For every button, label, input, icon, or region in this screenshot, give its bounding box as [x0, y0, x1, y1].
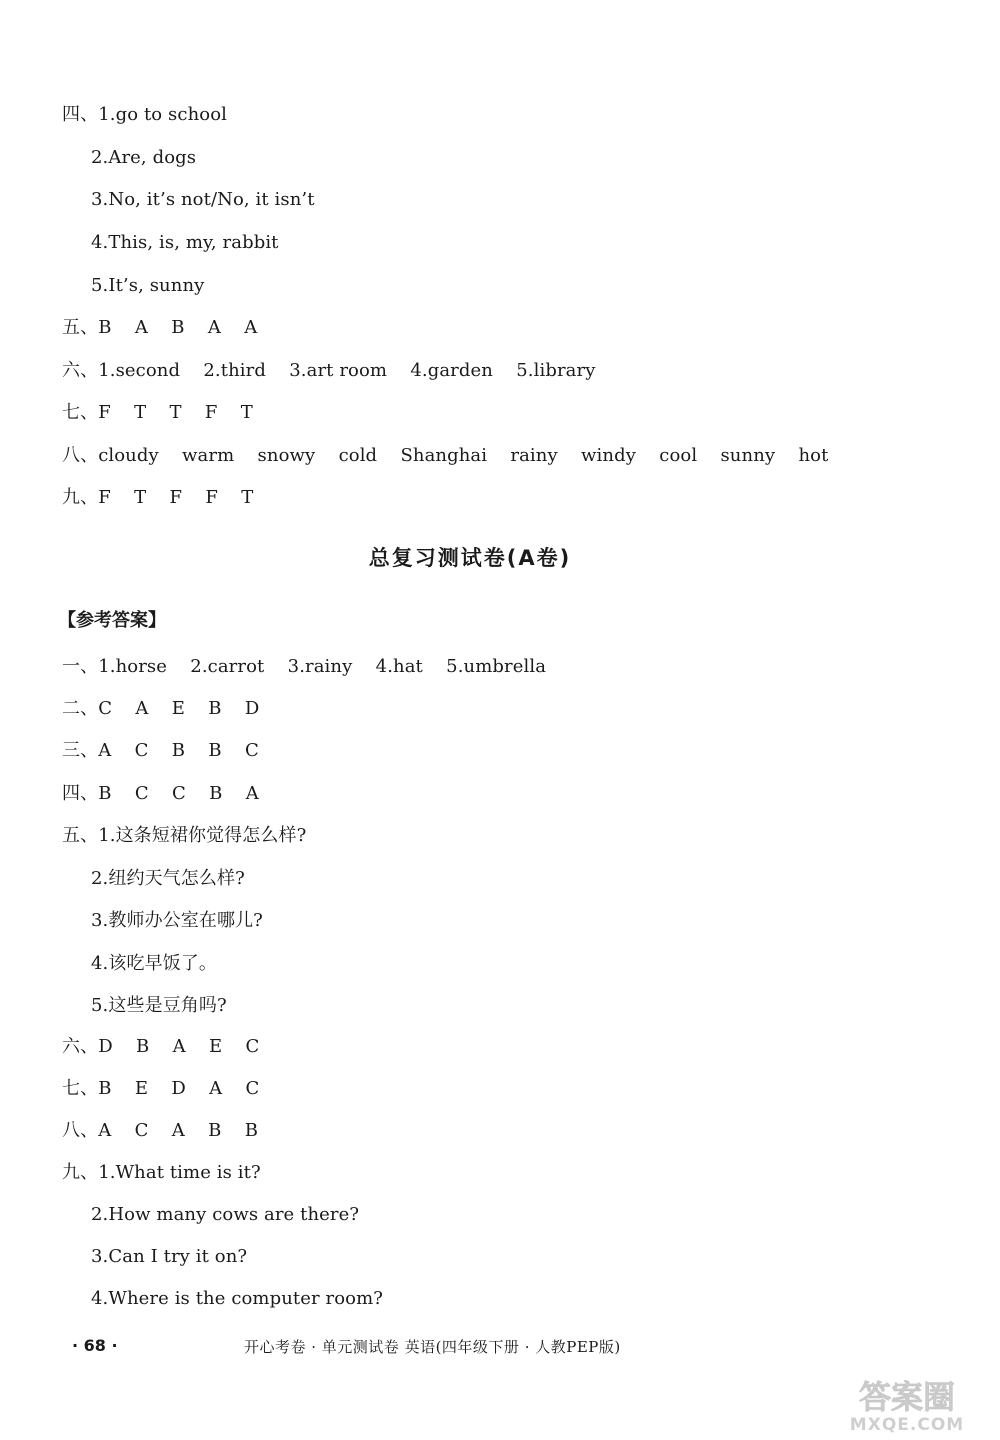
answer-line: 5.这些是豆角吗?	[91, 995, 227, 1016]
watermark-bottom-text: MXQE.COM	[849, 1415, 965, 1434]
answer-line: 2.How many cows are there?	[91, 1204, 360, 1225]
answer-line: 4.Where is the computer room?	[91, 1288, 384, 1309]
answer-line: 八、cloudy warm snowy cold Shanghai rainy windy cool sunny hot	[62, 445, 829, 466]
answer-line: 四、1.go to school	[62, 104, 227, 125]
answer-label: 【参考答案】	[58, 610, 166, 631]
answer-line: 六、D B A E C	[62, 1036, 260, 1057]
answer-line: 七、F T T F T	[62, 402, 253, 423]
answer-line: 三、A C B B C	[62, 740, 259, 761]
watermark-top-text: 答案圈	[858, 1378, 956, 1416]
watermark-logo	[822, 1372, 992, 1434]
page-number: · 68 ·	[72, 1336, 118, 1355]
answer-line: 3.No, it’s not/No, it isn’t	[91, 189, 315, 210]
answer-line: 3.Can I try it on?	[91, 1246, 248, 1267]
answer-line: 4.该吃早饭了。	[91, 953, 217, 974]
answer-line: 一、1.horse 2.carrot 3.rainy 4.hat 5.umbrella	[62, 656, 547, 677]
answer-line: 九、F T F F T	[62, 487, 254, 508]
answer-line: 2.Are, dogs	[91, 147, 197, 168]
answer-line: 5.It’s, sunny	[91, 275, 205, 296]
answer-line: 六、1.second 2.third 3.art room 4.garden 5.library	[62, 360, 596, 381]
answer-line: 八、A C A B B	[62, 1120, 259, 1141]
answer-line: 4.This, is, my, rabbit	[91, 232, 279, 253]
answer-line: 二、C A E B D	[62, 698, 260, 719]
answer-line: 四、B C C B A	[62, 783, 259, 804]
answer-line: 五、B A B A A	[62, 317, 258, 338]
section-title: 总复习测试卷(A卷)	[368, 546, 572, 570]
answer-line: 七、B E D A C	[62, 1078, 260, 1099]
answer-line: 2.纽约天气怎么样?	[91, 868, 245, 889]
answer-line: 五、1.这条短裙你觉得怎么样?	[62, 825, 307, 846]
answer-line: 3.教师办公室在哪儿?	[91, 910, 263, 931]
answer-line: 九、1.What time is it?	[62, 1162, 261, 1183]
book-title: 开心考卷 · 单元测试卷 英语(四年级下册 · 人教PEP版)	[244, 1338, 621, 1356]
